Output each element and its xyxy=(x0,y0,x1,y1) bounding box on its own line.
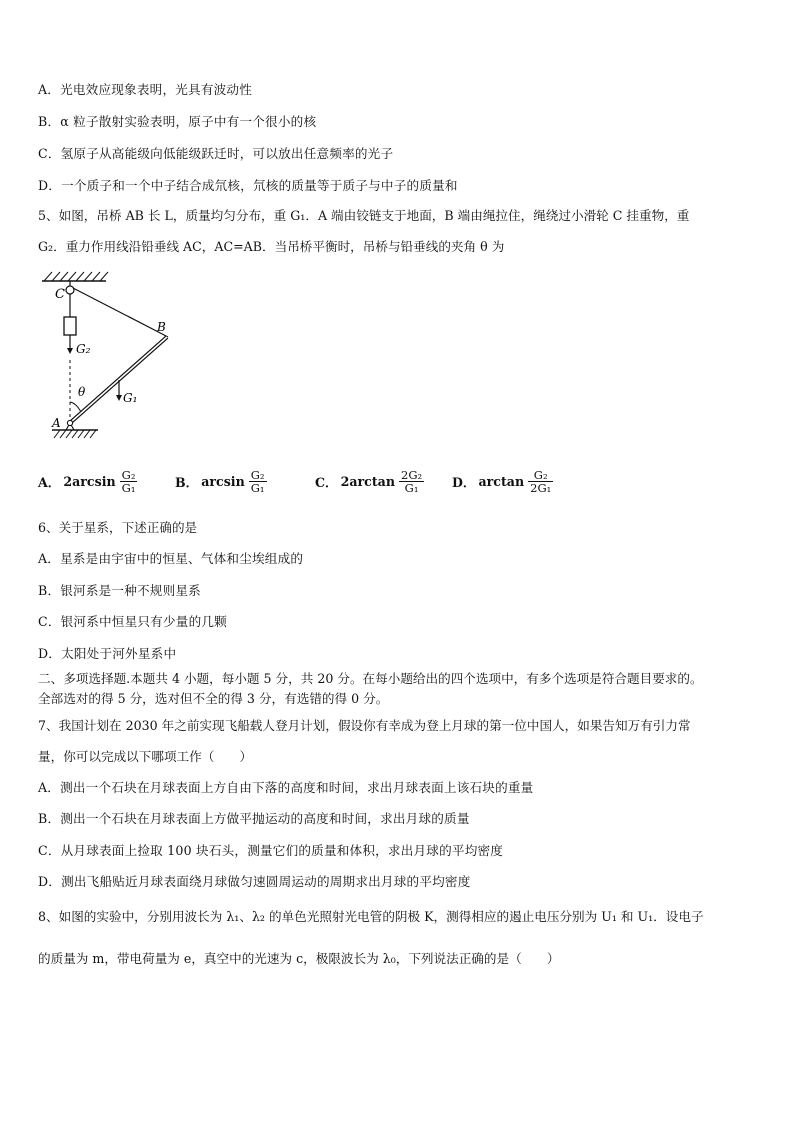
q4-option-d: D．一个质子和一个中子结合成氘核，氘核的质量等于质子与中子的质量和 xyxy=(38,178,458,193)
q5-figure-drawbridge xyxy=(38,264,188,439)
q7-option-b: B．测出一个石块在月球表面上方做平抛运动的高度和时间，求出月球的质量 xyxy=(38,811,470,826)
choice-function: 2arcsin xyxy=(63,473,116,489)
choice-function: arcsin xyxy=(201,473,245,489)
choice-fraction xyxy=(249,469,267,494)
q4-option-a: A．光电效应现象表明，光具有波动性 xyxy=(38,82,252,97)
fig-label-theta: θ xyxy=(78,385,86,399)
fraction-denominator: 2G₁ xyxy=(530,480,552,495)
fig-label-b: B xyxy=(157,320,166,334)
q6-option-c: C．银河系中恒星只有少量的几颗 xyxy=(38,614,227,629)
q6-option-a: A．星系是由宇宙中的恒星、气体和尘埃组成的 xyxy=(38,551,304,566)
q7-option-d: D．测出飞船贴近月球表面绕月球做匀速圆周运动的周期求出月球的平均密度 xyxy=(38,874,471,889)
choice-function: arctan xyxy=(478,473,525,489)
section2-instructions-line2: 全部选对的得 5 分，选对但不全的得 3 分，有选错的得 0 分。 xyxy=(38,691,389,706)
q7-stem-line2: 量，你可以完成以下哪项工作（ ） xyxy=(38,749,253,764)
choice-label: A． xyxy=(38,474,61,490)
q4-option-c: C．氢原子从高能级向低能级跃迁时，可以放出任意频率的光子 xyxy=(38,146,394,161)
q6-stem: 6、关于星系，下述正确的是 xyxy=(38,520,198,535)
choice-fraction xyxy=(528,469,553,494)
q4-option-b: B．α 粒子散射实验表明，原子中有一个很小的核 xyxy=(38,114,317,129)
q6-option-d: D．太阳处于河外星系中 xyxy=(38,646,177,661)
choice-fraction xyxy=(399,469,424,494)
choice-fraction xyxy=(120,469,138,494)
q5-choice-b xyxy=(175,462,267,500)
fig-label-a: A xyxy=(52,416,61,430)
choice-label: B． xyxy=(175,474,199,490)
fig-label-g2: G₂ xyxy=(76,342,91,356)
fraction-denominator: G₁ xyxy=(121,480,136,495)
q8-stem-line1: 8、如图的实验中，分别用波长为 λ₁、λ₂ 的单色光照射光电管的阴极 K，测得相应的遏止电压分别为 U₁ 和 U₁．设电子 xyxy=(38,909,704,924)
fraction-numerator: 2G₂ xyxy=(401,467,423,482)
fraction-numerator: G₂ xyxy=(121,467,136,482)
q7-stem-line1: 7、我国计划在 2030 年之前实现飞船载人登月计划，假设你有幸成为登上月球的第一位中国人，如果告知万有引力常 xyxy=(38,718,691,733)
fraction-numerator: G₂ xyxy=(528,469,553,482)
q6-option-b: B．银河系是一种不规则星系 xyxy=(38,583,201,598)
fig-label-g1: G₁ xyxy=(123,391,138,405)
fraction-denominator: G₁ xyxy=(250,480,265,495)
section2-instructions-line1: 二、多项选择题.本题共 4 小题，每小题 5 分，共 20 分。在每小题给出的四个选项中，有多个选项是符合题目要求的。 xyxy=(38,671,703,686)
q5-choice-d xyxy=(452,462,553,500)
choice-label: D． xyxy=(452,474,476,490)
q5-stem-line2: G₂．重力作用线沿铅垂线 AC，AC=AB．当吊桥平衡时，吊桥与铅垂线的夹角 θ 为 xyxy=(38,239,505,254)
choice-label: C． xyxy=(315,474,338,490)
q5-stem-line1: 5、如图，吊桥 AB 长 L，质量均匀分布，重 G₁．A 端由铰链支于地面，B 端由绳拉住，绳绕过小滑轮 C 挂重物，重 xyxy=(38,208,690,223)
q7-option-a: A．测出一个石块在月球表面上方自由下落的高度和时间，求出月球表面上该石块的重量 xyxy=(38,780,534,795)
q8-stem-line2: 的质量为 m，带电荷量为 e，真空中的光速为 c，极限波长为 λ₀，下列说法正确的是（ ） xyxy=(38,951,560,966)
fraction-denominator: G₁ xyxy=(404,480,419,495)
choice-function: 2arctan xyxy=(340,473,395,489)
q5-choice-a xyxy=(38,462,137,500)
fraction-numerator: G₂ xyxy=(250,467,265,482)
q7-option-c: C．从月球表面上捡取 100 块石头，测量它们的质量和体积，求出月球的平均密度 xyxy=(38,843,504,858)
fig-label-c: C xyxy=(55,287,65,302)
q5-choice-c xyxy=(315,462,424,500)
